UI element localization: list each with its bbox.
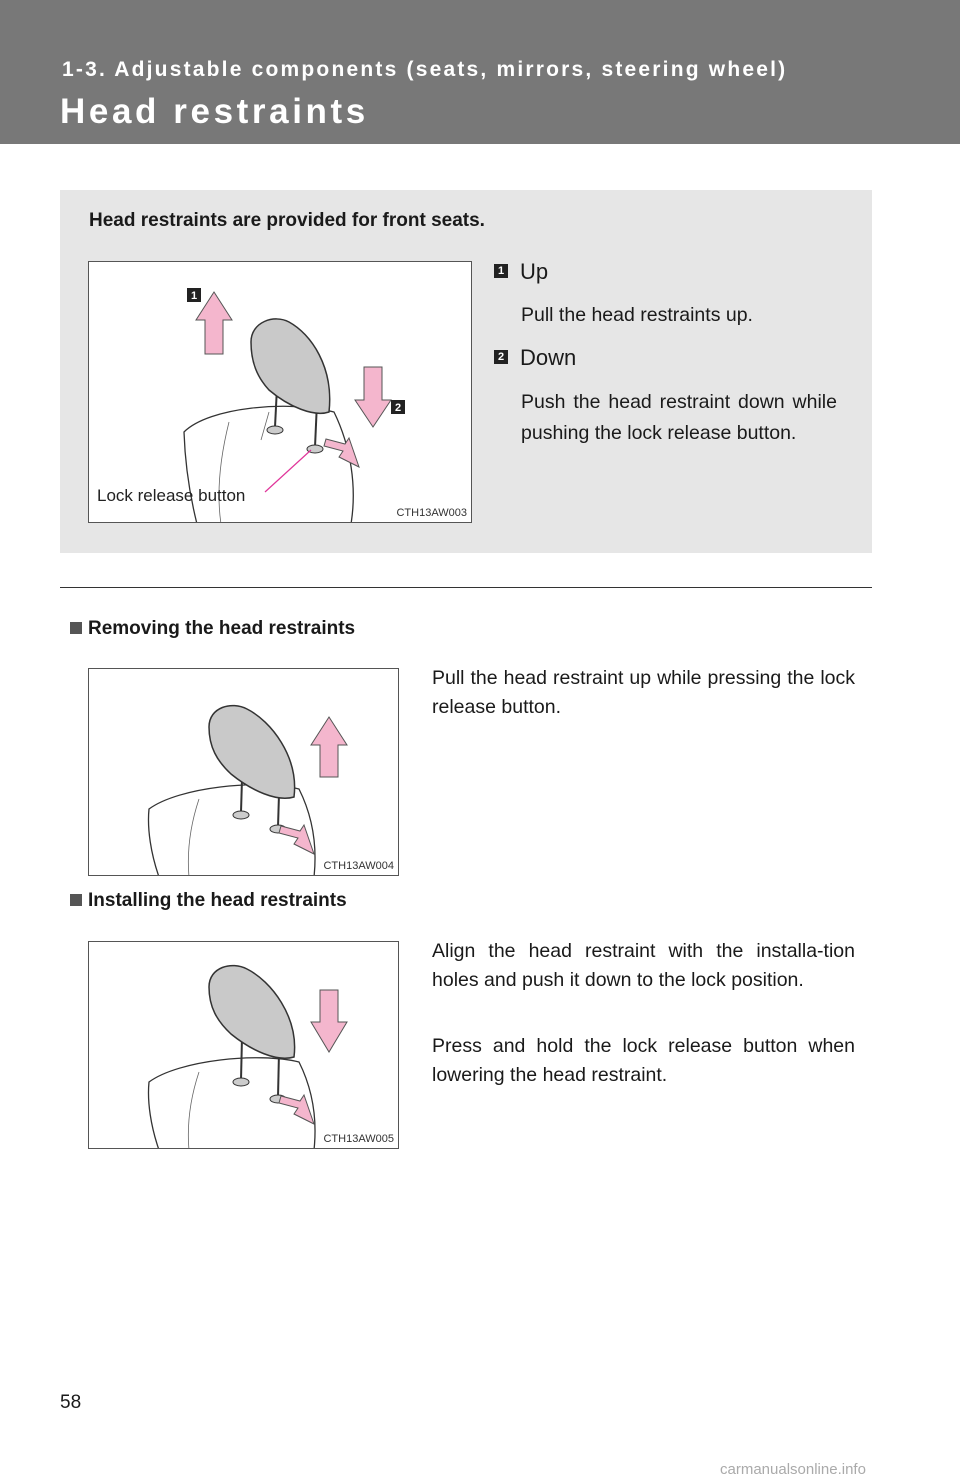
figure-code: CTH13AW004 [323, 860, 394, 872]
bullet-square [70, 894, 82, 906]
installing-illustration [89, 942, 399, 1149]
removing-illustration [89, 669, 399, 876]
figure-code: CTH13AW003 [396, 507, 467, 519]
step-down-desc: Push the head restraint down while pushing the lock release button. [521, 391, 837, 444]
section-divider [60, 587, 872, 588]
step-down-title: 2 Down [494, 345, 576, 371]
intro-box [60, 190, 872, 553]
removing-heading: Removing the head restraints [70, 618, 355, 640]
figure-installing [88, 941, 399, 1149]
step-up-title: 1 Up [494, 259, 548, 285]
intro-text: Head restraints are provided for front seats. [89, 210, 485, 231]
figure-code: CTH13AW005 [323, 1133, 394, 1145]
label-2: 2 [394, 402, 402, 414]
installing-paragraph-1: Align the head restraint with the installa-tion holes and push it down to the lock position. [432, 940, 855, 991]
section-title: 1-3. Adjustable components (seats, mirrors, steering wheel) [62, 58, 788, 81]
figure-adjust-head-restraint [88, 261, 472, 523]
step-up-desc: Pull the head restraints up. [521, 304, 753, 326]
watermark[interactable]: carmanualsonline.info [720, 1461, 866, 1478]
step-number: 1 [494, 264, 508, 278]
page-header [0, 0, 960, 144]
page-title: Head restraints [60, 92, 369, 131]
figure-removing [88, 668, 399, 876]
seat-illustration [89, 262, 472, 523]
label-1: 1 [190, 290, 198, 302]
installing-paragraph-2: Press and hold the lock release button when lowering the head restraint. [432, 1035, 855, 1086]
page-number: 58 [60, 1392, 82, 1413]
removing-paragraph: Pull the head restraint up while pressing the lock release button. [432, 667, 855, 718]
step-number: 2 [494, 350, 508, 364]
bullet-square [70, 622, 82, 634]
lock-release-callout: Lock release button [97, 486, 246, 505]
installing-heading: Installing the head restraints [70, 890, 347, 912]
